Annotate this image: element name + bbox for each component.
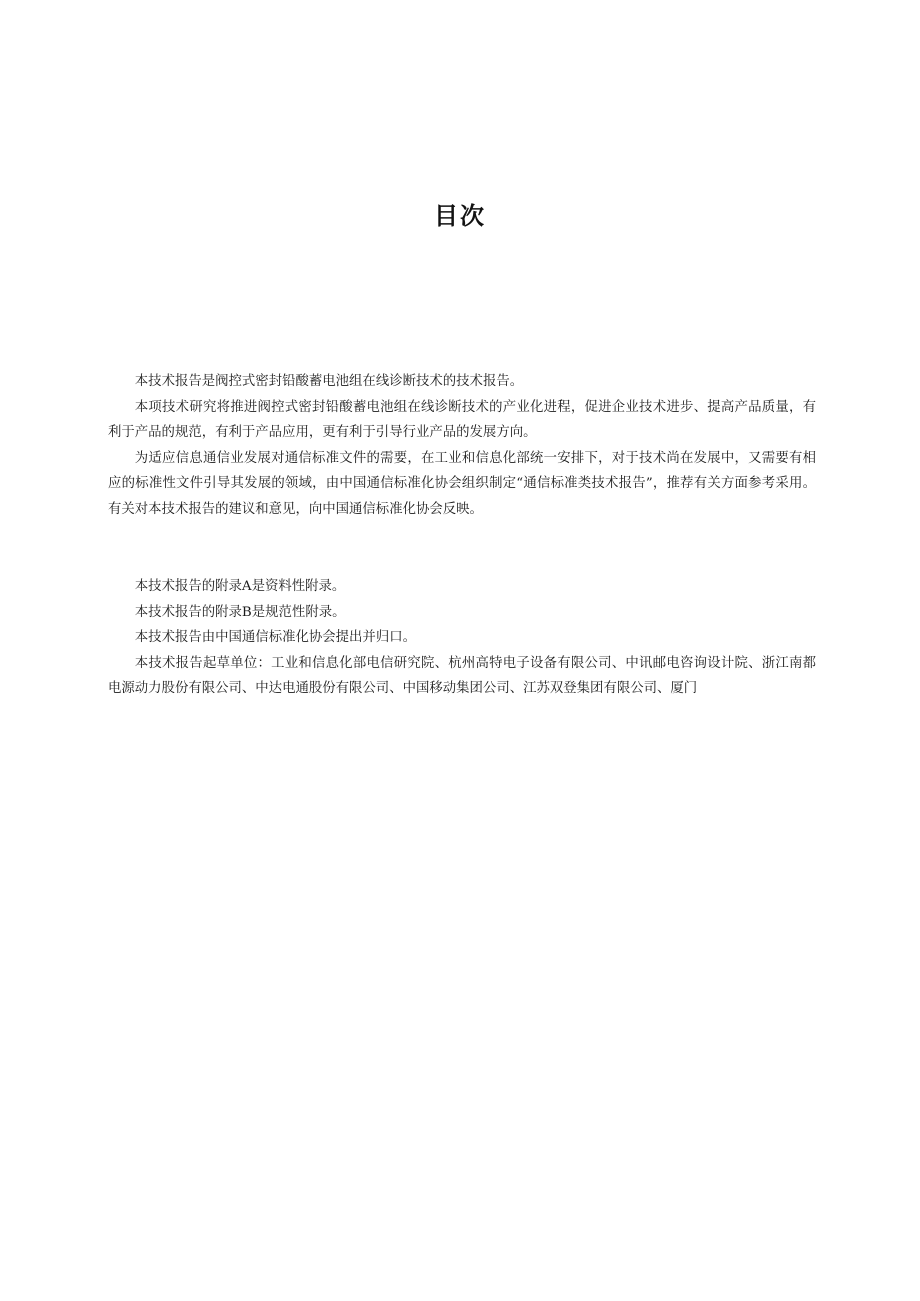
foreword-paragraph-1: 本技术报告是阀控式密封铅酸蓄电池组在线诊断技术的技术报告。 [134,374,524,389]
appendix-a-note: 本技术报告的附录A是资料性附录。 [134,579,346,594]
foreword-paragraph-3: 为适应信息通信业发展对通信标准文件的需要，在工业和信息化部统一安排下，对于技术尚在发展中，又需要有相应的标准性文件引导其发展的领域，由中国通信标准化协会组织制定“通信标准类技术报告”，推荐有关方面参考采用。有关对本技术报告的建议和意见，向中国通信标准化协会反映。 [108,450,816,517]
appendix-section [108,574,816,702]
proposer-note: 本技术报告由中国通信标准化协会提出并归口。 [134,630,416,645]
foreword-section [108,369,816,522]
page-title: 目次 [434,202,486,230]
appendix-b-note: 本技术报告的附录B是规范性附录。 [134,604,346,620]
foreword-paragraph-2: 本项技术研究将推进阀控式密封铅酸蓄电池组在线诊断技术的产业化进程，促进企业技术进步、提高产品质量，有利于产品的规范，有利于产品应用，更有利于引导行业产品的发展方向。 [108,399,816,440]
drafting-units: 本技术报告起草单位：工业和信息化部电信研究院、杭州高特电子设备有限公司、中讯邮电咨询设计院、浙江南都电源动力股份有限公司、中达电通股份有限公司、中国移动集团公司、江苏双登集团有限公司、厦门 [108,655,816,696]
